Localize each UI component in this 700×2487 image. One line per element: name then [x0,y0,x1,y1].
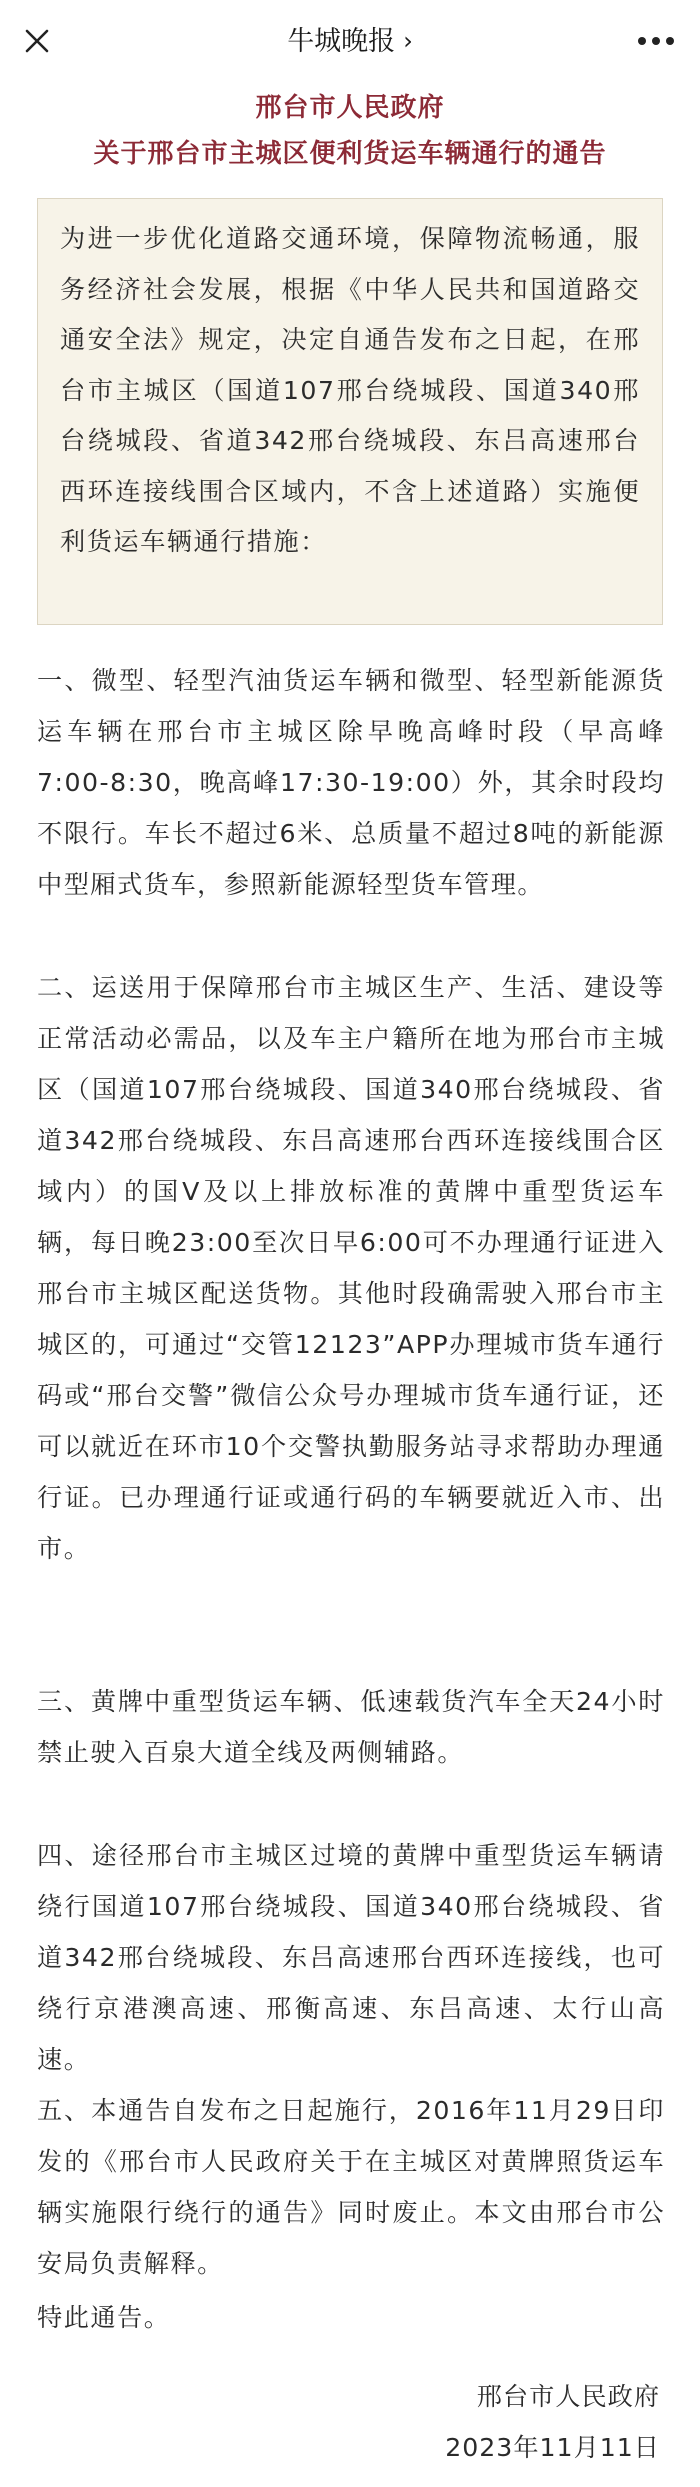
account-name: 牛城晚报 [287,26,396,57]
signature-org: 邢台市人民政府 [476,2382,660,2411]
item-5-paragraph: 五、本通告自发布之日起施行，2016年11月29日印发的《邢台市人民政府关于在主城区对黄牌照货运车辆实施限行绕行的通告》同时废止。本文由邢台市公安局负责解释。 [37,2096,665,2278]
item-1-paragraph: 一、微型、轻型汽油货运车辆和微型、轻型新能源货运车辆在邢台市主城区除早晚高峰时段（早高峰7:00-8:30，晚高峰17:30-19:00）外，其余时段均不限行。车长不超过6米、总质量不超过8吨的新能源中型厢式货车，参照新能源轻型货车管理。 [37,666,665,899]
article-issuer-heading: 邢台市人民政府 [255,93,445,123]
closing-paragraph: 特此通告。 [37,2303,171,2332]
signature-date: 2023年11月11日 [445,2433,660,2462]
chevron-right-icon: › [403,27,413,55]
nav-bar [0,0,700,84]
item-3-paragraph: 三、黄牌中重型货运车辆、低速载货汽车全天24小时禁止驶入百泉大道全线及两侧辅路。 [37,1687,665,1767]
item-2-paragraph: 二、运送用于保障邢台市主城区生产、生活、建设等正常活动必需品，以及车主户籍所在地为邢台市主城区（国道107邢台绕城段、国道340邢台绕城段、省道342邢台绕城段、东吕高速邢台西环连接线围合区域内）的国V及以上排放标准的黄牌中重型货运车辆，每日晚23:00至次日早6:00可不办理通行证进入邢台市主城区配送货物。其他时段确需驶入邢台市主城区的，可通过“交管12123”APP办理城市货车通行码或“邢台交警”微信公众号办理城市货车通行证，还可以就近在环市10个交警执勤服务站寻求帮助办理通行证。已办理通行证或通行码的车辆要就近入市、出市。 [37,973,665,1563]
item-4-paragraph: 四、途径邢台市主城区过境的黄牌中重型货运车辆请绕行国道107邢台绕城段、国道340邢台绕城段、省道342邢台绕城段、东吕高速邢台西环连接线，也可绕行京港澳高速、邢衡高速、东吕高速、太行山高速。 [37,1841,665,2074]
article-title-heading: 关于邢台市主城区便利货运车辆通行的通告 [93,139,607,169]
more-horizontal-icon[interactable] [634,26,678,56]
intro-box: 为进一步优化道路交通环境，保障物流畅通，服务经济社会发展，根据《中华人民共和国道路交通安全法》规定，决定自通告发布之日起，在邢台市主城区（国道107邢台绕城段、国道340邢台绕城段、省道342邢台绕城段、东吕高速邢台西环连接线围合区域内，不含上述道路）实施便利货运车辆通行措施： [37,198,663,625]
account-title-link[interactable] [0,22,700,61]
